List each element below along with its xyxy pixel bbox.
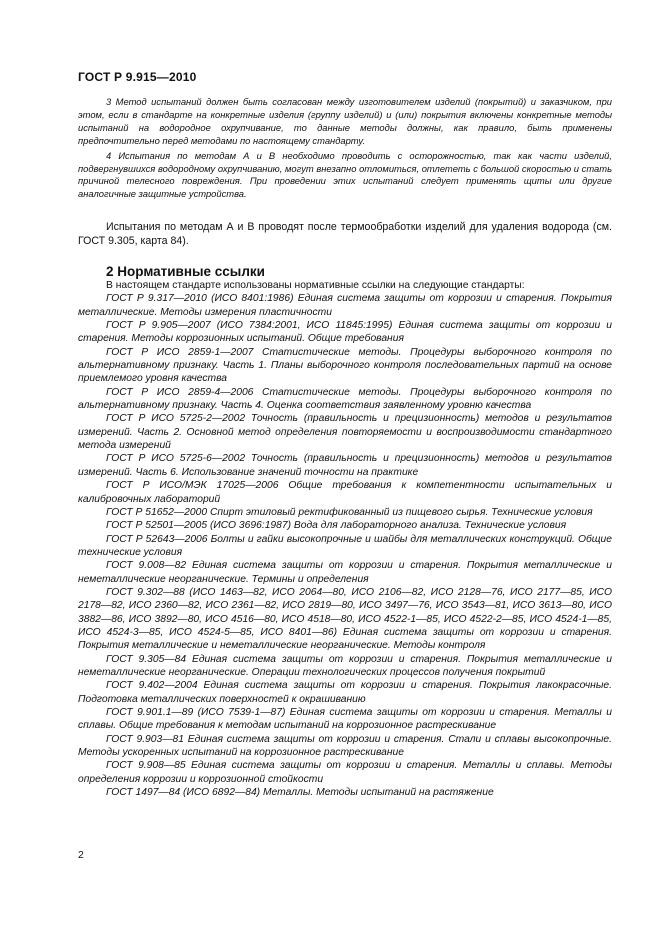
reference-item: ГОСТ 9.305—84 Единая система защиты от коррозии и старения. Покрытия металлические и неметаллические неорганические. Операции технологических процессов получения покрытий [78,653,612,678]
reference-item: ГОСТ Р ИСО 2859-4—2006 Статистические методы. Процедуры выборочного контроля по альтернативному признаку. Часть 4. Оценка соответствия заявленному уровню качества [78,386,612,412]
reference-item: ГОСТ Р 51652—2000 Спирт этиловый ректификованный из пищевого сырья. Технические условия [106,506,593,518]
testing-paragraph: Испытания по методам А и В проводят после термообработки изделий для удаления водорода (см. ГОСТ 9.305, карта 84). [78,221,612,248]
reference-item: ГОСТ 9.402—2004 Единая система защиты от коррозии и старения. Покрытия лакокрасочные. Подготовка металлических поверхностей к окрашиванию [78,680,612,705]
reference-item: ГОСТ Р 52643—2006 Болты и гайки высокопрочные и шайбы для металлических конструкций. Общие технические условия [78,533,612,558]
document-header: ГОСТ Р 9.915—2010 [78,70,197,84]
reference-item: ГОСТ Р ИСО 2859-1—2007 Статистические методы. Процедуры выборочного контроля по альтернативному признаку. Часть 1. Планы выборочного контроля последовательных партий на основе приемлемого уровня качества [78,346,612,385]
reference-item: ГОСТ Р 52501—2005 (ИСО 3696:1987) Вода для лабораторного анализа. Технические условия [106,520,567,532]
reference-item: ГОСТ Р ИСО 5725-6—2002 Точность (правильность и прецизионность) методов и результатов измерений. Часть 6. Использование значений точности на практике [78,453,612,478]
reference-item: ГОСТ Р ИСО 5725-2—2002 Точность (правильность и прецизионность) методов и результатов измерений. Часть 2. Основной метод определения повторяемости и воспроизводимости стандартного метода измерений [78,413,612,452]
page-number: 2 [78,849,84,861]
section-title: 2 Нормативные ссылки [106,264,265,279]
reference-item: ГОСТ Р ИСО/МЭК 17025—2006 Общие требования к компетентности испытательных и калибровочных лабораторий [78,480,612,505]
reference-item: ГОСТ 1497—84 (ИСО 6892—84) Металлы. Методы испытаний на растяжение [106,787,494,799]
reference-item: ГОСТ 9.302—88 (ИСО 1463—82, ИСО 2064—80, ИСО 2106—82, ИСО 2128—76, ИСО 2177—85, ИСО 2178—82, ИСО 2360—82, ИСО 2361—82, ИСО 2819—80, ИСО 3497—76, ИСО 3543—81, ИСО 3613—80, ИСО 3882—86, ИСО 3892—80, ИСО 4516—80, ИСО 4518—80, ИСО 4522-1—85, ИСО 4522-2—85, ИСО 4524-1—85, ИСО 4524-3—85, ИСО 4524-5—85, ИСО 8401—86) Единая система защиты от коррозии и старения. Покрытия металлические и неметаллические неорганические. Методы контроля [78,586,612,652]
reference-item: ГОСТ 9.901.1—89 (ИСО 7539-1—87) Единая система защиты от коррозии и старения. Металлы и сплавы. Общие требования к методам испытаний на коррозионное растрескивание [78,707,612,732]
reference-item: ГОСТ 9.903—81 Единая система защиты от коррозии и старения. Стали и сплавы высокопрочные. Методы ускоренных испытаний на коррозионное растрескивание [78,733,612,759]
reference-item: ГОСТ 9.008—82 Единая система защиты от коррозии и старения. Покрытия металлические и неметаллические неорганические. Термины и определения [78,560,612,585]
notes-block [78,96,612,201]
references-intro: В настоящем стандарте использованы нормативные ссылки на следующие стандарты: [106,280,525,291]
note-3: 3 Метод испытаний должен быть согласован между изготовителем изделий (покрытий) и заказчиком, при этом, если в стандарте на конкретные изделия (группу изделий) и (или) покрытия включены конкретные методы испытаний на водородное охрупчивание, то данные методы должны, как правило, быть применены предпочтительно перед методами по настоящему стандарту. [78,96,612,146]
reference-item: ГОСТ Р 9.905—2007 (ИСО 7384:2001, ИСО 11845:1995) Единая система защиты от коррозии и старения. Методы коррозионных испытаний. Общие требования [78,320,612,345]
references-list [78,279,612,799]
reference-item: ГОСТ 9.908—85 Единая система защиты от коррозии и старения. Металлы и сплавы. Методы определения коррозии и коррозионной стойкости [78,760,612,785]
reference-item: ГОСТ Р 9.317—2010 (ИСО 8401:1986) Единая система защиты от коррозии и старения. Покрытия металлические. Методы измерения пластичности [78,293,612,318]
note-4: 4 Испытания по методам А и В необходимо проводить с осторожностью, так как части изделий, подвергнувшихся водородному охрупчиванию, могут внезапно отломиться, отлететь с большой скоростью и стать причиной телесного повреждения. При проведении этих испытаний следует применять щиты или другие аналогичные защитные устройства. [78,149,612,200]
